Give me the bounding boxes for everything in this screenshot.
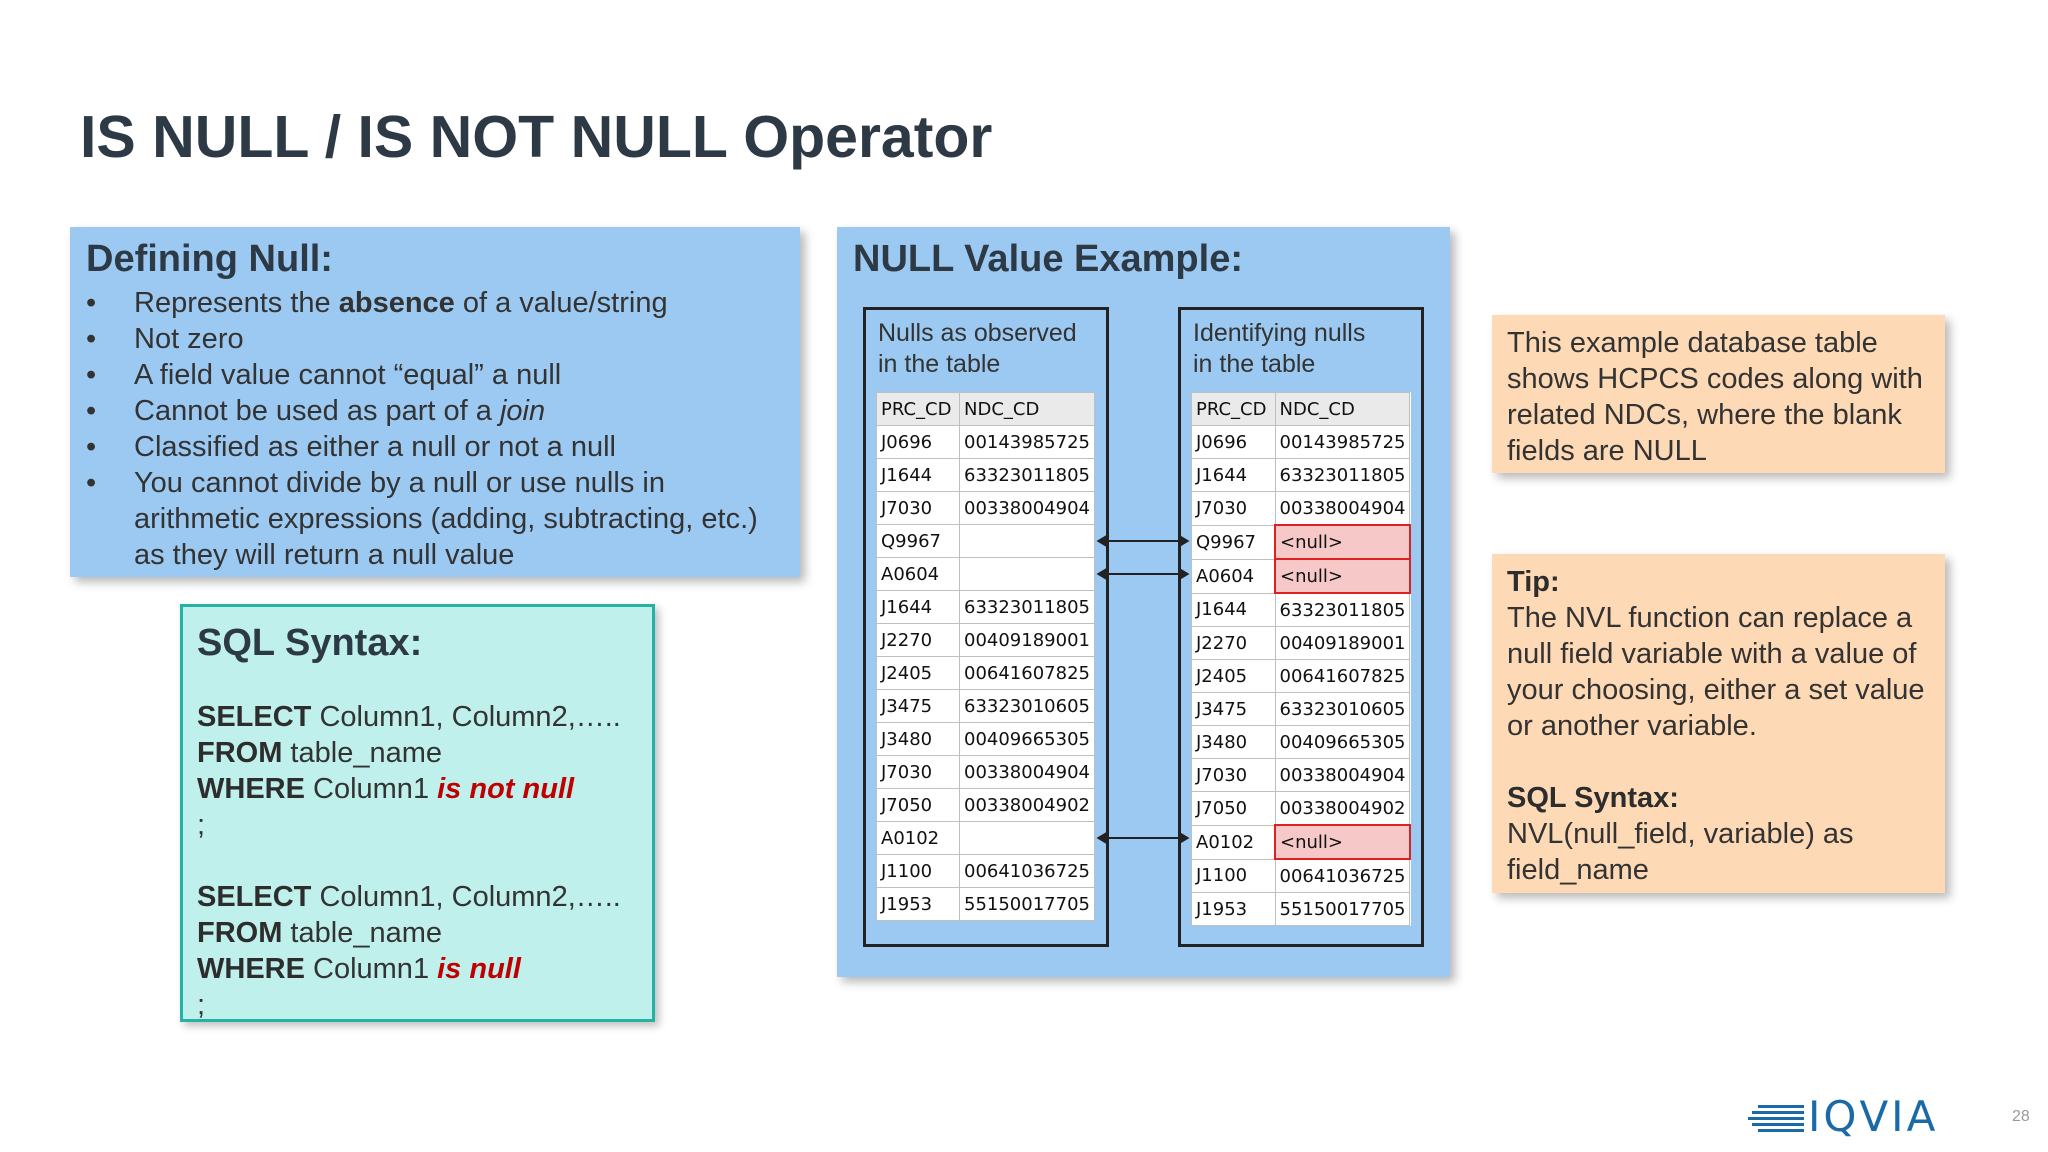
prc-cell: J1953 bbox=[877, 888, 960, 921]
sql-terminator: ; bbox=[197, 989, 206, 1021]
sql-text: Column1 bbox=[304, 773, 438, 805]
ndc-cell: 00641036725 bbox=[1275, 859, 1410, 893]
ndc-cell: 00409665305 bbox=[1275, 726, 1410, 759]
prc-cell: J2405 bbox=[877, 657, 960, 690]
sql-select-line bbox=[197, 879, 638, 915]
tip-heading bbox=[1507, 564, 1930, 600]
prc-cell: J7030 bbox=[877, 492, 960, 525]
tip-syntax-heading-text: SQL Syntax: bbox=[1507, 782, 1679, 814]
tip-syntax-text: NVL(null_field, variable) as field_name bbox=[1507, 818, 1854, 886]
ndc-cell: 63323011805 bbox=[960, 591, 1095, 624]
prc-cell: J7030 bbox=[1192, 492, 1276, 526]
prc-cell: J0696 bbox=[1192, 426, 1276, 459]
sql-text: Column1 bbox=[304, 953, 438, 985]
prc-cell: J3480 bbox=[1192, 726, 1276, 759]
prc-cell: A0604 bbox=[1192, 559, 1276, 593]
tip-heading-text: Tip: bbox=[1507, 566, 1560, 598]
ndc-cell: 00143985725 bbox=[960, 426, 1095, 459]
prc-cell: J2405 bbox=[1192, 660, 1276, 693]
prc-cell: J1644 bbox=[1192, 459, 1276, 492]
sql-condition: is not null bbox=[437, 773, 575, 805]
prc-cell: J7050 bbox=[1192, 792, 1276, 826]
sql-keyword: FROM bbox=[197, 737, 283, 769]
prc-cell: J2270 bbox=[877, 624, 960, 657]
sql-text: Column1, Column2,….. bbox=[311, 701, 621, 733]
prc-cell: J1100 bbox=[877, 855, 960, 888]
ndc-cell: 00409665305 bbox=[960, 723, 1095, 756]
ndc-cell: 00338004904 bbox=[960, 756, 1095, 789]
sql-syntax-heading: SQL Syntax: bbox=[197, 622, 423, 664]
ndc-cell: 55150017705 bbox=[1275, 893, 1410, 926]
defining-null-list bbox=[86, 285, 784, 573]
list-item-text: Classified as either a null or not a null bbox=[134, 431, 616, 463]
slide-title: IS NULL / IS NOT NULL Operator bbox=[80, 104, 993, 170]
list-item-text: of a value/string bbox=[454, 287, 668, 319]
ndc-cell: 00338004902 bbox=[1275, 792, 1410, 826]
column-header: NDC_CD bbox=[960, 393, 1095, 426]
sql-where-line bbox=[197, 771, 638, 807]
iqvia-logo-text: IQVIA bbox=[1808, 1092, 1939, 1141]
list-item bbox=[86, 429, 784, 465]
list-item-text: You cannot divide by a null or use nulls in arithmetic expressions (adding, subtracting, etc.) as they will return a null value bbox=[134, 467, 758, 571]
sql-keyword: FROM bbox=[197, 917, 283, 949]
double-arrow-icon bbox=[1096, 832, 1189, 844]
column-header: PRC_CD bbox=[1192, 393, 1276, 426]
prc-cell: J3475 bbox=[877, 690, 960, 723]
defining-null-box bbox=[70, 227, 800, 577]
bullet-icon: • bbox=[86, 431, 97, 463]
list-item bbox=[86, 321, 784, 357]
sql-terminator: ; bbox=[197, 809, 206, 841]
sql-keyword: SELECT bbox=[197, 881, 312, 913]
ndc-cell: 00338004904 bbox=[1275, 492, 1410, 526]
caption-line: Identifying nulls bbox=[1193, 319, 1366, 347]
prc-cell: J0696 bbox=[877, 426, 960, 459]
ndc-cell: 00641607825 bbox=[960, 657, 1095, 690]
ndc-cell: 00338004902 bbox=[960, 789, 1095, 822]
page-number: 28 bbox=[2012, 1108, 2030, 1125]
ndc-cell: 00641607825 bbox=[1275, 660, 1410, 693]
sql-keyword: SELECT bbox=[197, 701, 312, 733]
ndc-cell: 00338004904 bbox=[1275, 759, 1410, 792]
sql-from-line bbox=[197, 915, 638, 951]
sql-from-line bbox=[197, 735, 638, 771]
bullet-icon: • bbox=[86, 467, 97, 499]
list-item bbox=[86, 285, 784, 321]
ndc-cell: 55150017705 bbox=[960, 888, 1095, 921]
null-cell: <null> bbox=[1275, 559, 1410, 593]
list-item-emphasis: absence bbox=[338, 287, 455, 319]
bullet-icon: • bbox=[86, 287, 97, 319]
bullet-icon: • bbox=[86, 395, 97, 427]
prc-cell: A0102 bbox=[877, 822, 960, 855]
sql-text: table_name bbox=[282, 917, 442, 949]
example-note-text: This example database table shows HCPCS codes along with related NDCs, where the blank fields are NULL bbox=[1507, 327, 1923, 467]
sql-keyword: WHERE bbox=[197, 773, 305, 805]
ndc-cell: 63323010605 bbox=[1275, 693, 1410, 726]
sql-text: table_name bbox=[282, 737, 442, 769]
tip-note bbox=[1492, 554, 1945, 893]
sql-text: Column1, Column2,….. bbox=[311, 881, 621, 913]
null-cell: <null> bbox=[1275, 525, 1410, 559]
ndc-cell: 63323011805 bbox=[1275, 593, 1410, 627]
ndc-cell: 00143985725 bbox=[1275, 426, 1410, 459]
ndc-cell: 00338004904 bbox=[960, 492, 1095, 525]
list-item-text: Cannot be used as part of a bbox=[134, 395, 500, 427]
sql-select-line bbox=[197, 699, 638, 735]
prc-cell: J7030 bbox=[1192, 759, 1276, 792]
column-header: NDC_CD bbox=[1275, 393, 1410, 426]
sql-syntax-box bbox=[180, 604, 655, 1022]
prc-cell: A0102 bbox=[1192, 825, 1276, 859]
ndc-cell: 00409189001 bbox=[1275, 627, 1410, 660]
double-arrow-icon bbox=[1096, 568, 1189, 580]
list-item-text: Represents the bbox=[134, 287, 339, 319]
ndc-cell: 00409189001 bbox=[960, 624, 1095, 657]
tip-text: The NVL function can replace a null field variable with a value of your choosing, either a set value or another variable. bbox=[1507, 602, 1925, 742]
prc-cell: J1100 bbox=[1192, 859, 1276, 893]
caption-line: Nulls as observed bbox=[878, 319, 1077, 347]
list-item bbox=[86, 357, 784, 393]
caption-line: in the table bbox=[1193, 350, 1316, 378]
defining-null-heading: Defining Null: bbox=[86, 238, 333, 280]
ndc-cell: 00641036725 bbox=[960, 855, 1095, 888]
prc-cell: J1644 bbox=[877, 459, 960, 492]
ndc-cell: 63323011805 bbox=[1275, 459, 1410, 492]
null-example-box bbox=[837, 227, 1450, 977]
list-item-text: Not zero bbox=[134, 323, 244, 355]
prc-cell: Q9967 bbox=[877, 525, 960, 558]
prc-cell: J1644 bbox=[1192, 593, 1276, 627]
prc-cell: J7030 bbox=[877, 756, 960, 789]
iqvia-logo-icon bbox=[1748, 1097, 1806, 1137]
sql-keyword: WHERE bbox=[197, 953, 305, 985]
ndc-cell: 63323011805 bbox=[960, 459, 1095, 492]
double-arrow-icon bbox=[1096, 535, 1189, 547]
ndc-cell: 63323010605 bbox=[960, 690, 1095, 723]
prc-cell: J2270 bbox=[1192, 627, 1276, 660]
prc-cell: J1644 bbox=[877, 591, 960, 624]
prc-cell: J3475 bbox=[1192, 693, 1276, 726]
bullet-icon: • bbox=[86, 323, 97, 355]
sql-condition: is null bbox=[437, 953, 521, 985]
example-note bbox=[1492, 315, 1945, 473]
list-item bbox=[86, 465, 784, 573]
prc-cell: J3480 bbox=[877, 723, 960, 756]
prc-cell: J7050 bbox=[877, 789, 960, 822]
list-item bbox=[86, 393, 784, 429]
list-item-italic: join bbox=[499, 395, 546, 427]
caption-line: in the table bbox=[878, 350, 1001, 378]
sql-where-line bbox=[197, 951, 638, 987]
null-cell: <null> bbox=[1275, 825, 1410, 859]
column-header: PRC_CD bbox=[877, 393, 960, 426]
null-mapping-arrows bbox=[837, 227, 1450, 977]
list-item-text: A field value cannot “equal” a null bbox=[134, 359, 562, 391]
null-example-heading: NULL Value Example: bbox=[853, 238, 1243, 280]
tip-syntax-heading bbox=[1507, 780, 1930, 816]
prc-cell: J1953 bbox=[1192, 893, 1276, 926]
prc-cell: Q9967 bbox=[1192, 525, 1276, 559]
bullet-icon: • bbox=[86, 359, 97, 391]
prc-cell: A0604 bbox=[877, 558, 960, 591]
